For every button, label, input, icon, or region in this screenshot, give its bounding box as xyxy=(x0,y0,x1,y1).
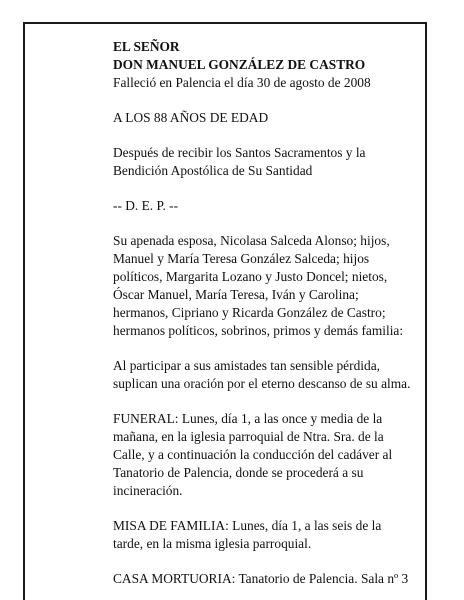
title-line-2: DON MANUEL GONZÁLEZ DE CASTRO xyxy=(113,57,366,72)
sacraments-line-2: Bendición Apostólica de Su Santidad xyxy=(113,163,313,178)
prayer-paragraph xyxy=(113,357,428,393)
funeral-line: mañana, en la iglesia parroquial de Ntra. Sra. de la xyxy=(113,429,384,444)
family-line: Manuel y María Teresa González Salceda; hijos xyxy=(113,251,370,266)
prayer-line: Al participar a sus amistades tan sensible pérdida, xyxy=(113,358,380,373)
family-paragraph xyxy=(113,232,428,340)
age-line: A LOS 88 AÑOS DE EDAD xyxy=(113,110,269,125)
obituary-notice xyxy=(113,38,428,588)
funeral-line: Calle, y a continuación la conducción del cadáver al xyxy=(113,447,393,462)
prayer-line: suplican una oración por el eterno descanso de su alma. xyxy=(113,376,411,391)
family-line: Su apenada esposa, Nicolasa Salceda Alonso; hijos, xyxy=(113,233,390,248)
misa-line: MISA DE FAMILIA: Lunes, día 1, a las seis de la xyxy=(113,518,382,533)
title-line-1: EL SEÑOR xyxy=(113,39,180,54)
misa-paragraph xyxy=(113,517,428,553)
death-line: Falleció en Palencia el día 30 de agosto de 2008 xyxy=(113,75,371,90)
funeral-line: Tanatorio de Palencia, donde se procederá a su xyxy=(113,465,364,480)
family-line: hermanos, Cipriano y Ricarda González de Castro; xyxy=(113,305,386,320)
funeral-paragraph xyxy=(113,410,428,500)
family-line: Óscar Manuel, María Teresa, Iván y Carolina; xyxy=(113,287,359,302)
sacraments-line-1: Después de recibir los Santos Sacramentos y la xyxy=(113,145,366,160)
dep-line: -- D. E. P. -- xyxy=(113,198,179,213)
misa-line: tarde, en la misma iglesia parroquial. xyxy=(113,536,312,551)
casa-mortuoria-line: CASA MORTUORIA: Tanatorio de Palencia. Sala nº 3 xyxy=(113,571,409,586)
funeral-line: incineración. xyxy=(113,483,183,498)
family-line: hermanos políticos, sobrinos, primos y demás familia: xyxy=(113,323,404,338)
family-line: políticos, Margarita Lozano y Justo Doncel; nietos, xyxy=(113,269,388,284)
funeral-line: FUNERAL: Lunes, día 1, a las once y media de la xyxy=(113,411,383,426)
